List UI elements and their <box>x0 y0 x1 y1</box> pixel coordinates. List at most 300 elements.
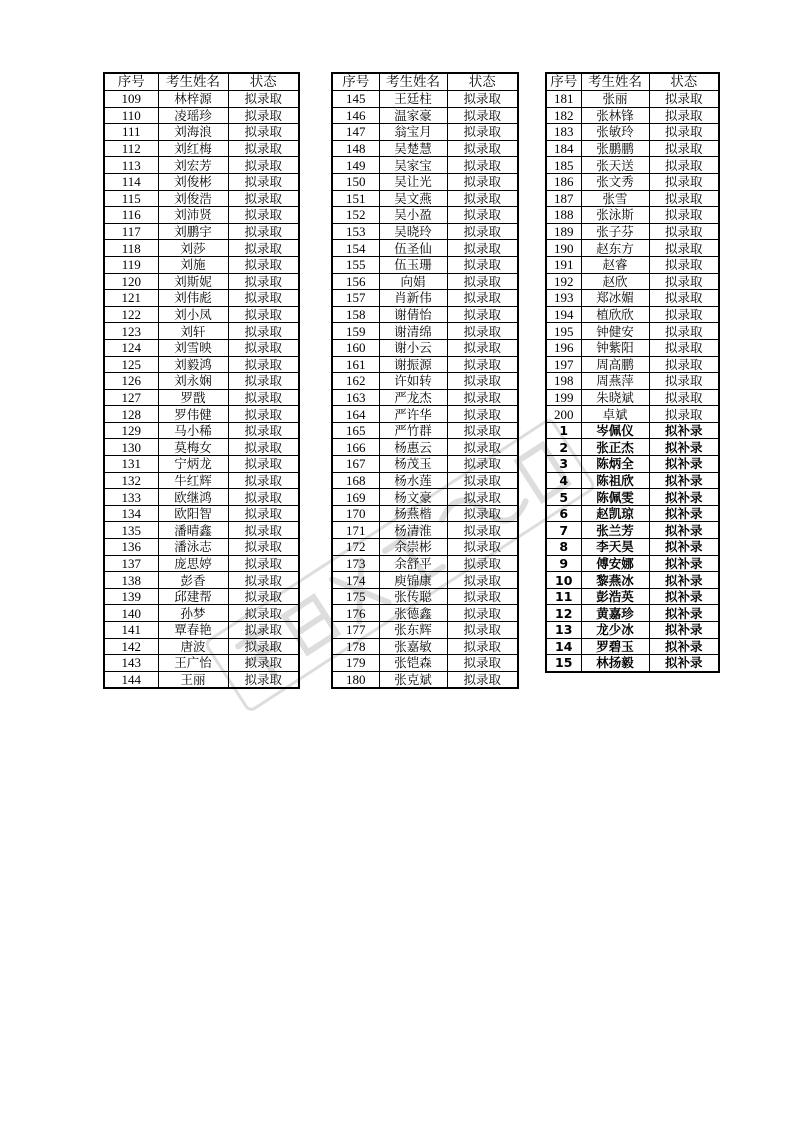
table-row <box>332 389 518 406</box>
table-row <box>104 107 299 124</box>
status-cell: 拟录取 <box>649 173 719 190</box>
status-cell: 拟录取 <box>447 140 518 157</box>
seq-cell: 138 <box>104 572 158 589</box>
table-row <box>104 605 299 622</box>
name-cell: 刘宏芳 <box>158 157 228 174</box>
status-cell: 拟录取 <box>649 190 719 207</box>
status-cell: 拟录取 <box>228 256 299 273</box>
admission-table-1 <box>103 72 300 689</box>
seq-cell: 119 <box>104 256 158 273</box>
status-cell: 拟录取 <box>649 207 719 224</box>
table-row <box>332 290 518 307</box>
name-cell: 张德鑫 <box>379 605 447 622</box>
table-row <box>546 273 719 290</box>
name-cell: 刘施 <box>158 256 228 273</box>
table-row <box>546 323 719 340</box>
status-cell: 拟录取 <box>228 173 299 190</box>
seq-cell: 156 <box>332 273 379 290</box>
name-cell: 潘泳志 <box>158 539 228 556</box>
status-cell: 拟录取 <box>228 505 299 522</box>
table-row <box>104 273 299 290</box>
header-name: 考生姓名 <box>581 73 649 91</box>
table-row <box>332 622 518 639</box>
seq-cell: 139 <box>104 588 158 605</box>
status-cell: 拟录取 <box>228 290 299 307</box>
name-cell: 余舒平 <box>379 555 447 572</box>
name-cell: 陈祖欣 <box>581 472 649 489</box>
table-row <box>104 173 299 190</box>
seq-cell: 169 <box>332 489 379 506</box>
status-cell: 拟录取 <box>649 91 719 108</box>
name-cell: 陈佩雯 <box>581 489 649 506</box>
seq-cell: 158 <box>332 306 379 323</box>
name-cell: 牛红辉 <box>158 472 228 489</box>
seq-cell: 168 <box>332 472 379 489</box>
table-header-row <box>104 73 299 91</box>
status-cell: 拟录取 <box>447 373 518 390</box>
seq-cell: 184 <box>546 140 581 157</box>
name-cell: 庾锦康 <box>379 572 447 589</box>
name-cell: 肖新伟 <box>379 290 447 307</box>
table-row <box>332 240 518 257</box>
seq-cell: 145 <box>332 91 379 108</box>
status-cell: 拟补录 <box>649 439 719 456</box>
table-row <box>332 472 518 489</box>
name-cell: 刘沛贤 <box>158 207 228 224</box>
name-cell: 张林锋 <box>581 107 649 124</box>
status-cell: 拟录取 <box>228 605 299 622</box>
table-row <box>546 655 719 672</box>
name-cell: 罗碧玉 <box>581 638 649 655</box>
name-cell: 凌瑶珍 <box>158 107 228 124</box>
name-cell: 刘斯妮 <box>158 273 228 290</box>
seq-cell: 15 <box>546 655 581 672</box>
seq-cell: 127 <box>104 389 158 406</box>
seq-cell: 151 <box>332 190 379 207</box>
name-cell: 潘晴鑫 <box>158 522 228 539</box>
status-cell: 拟录取 <box>228 588 299 605</box>
status-cell: 拟录取 <box>649 256 719 273</box>
status-cell: 拟补录 <box>649 588 719 605</box>
table-row <box>546 605 719 622</box>
status-cell: 拟录取 <box>447 489 518 506</box>
status-cell: 拟录取 <box>447 522 518 539</box>
seq-cell: 183 <box>546 124 581 141</box>
seq-cell: 152 <box>332 207 379 224</box>
name-cell: 谢倩怡 <box>379 306 447 323</box>
name-cell: 孙梦 <box>158 605 228 622</box>
seq-cell: 140 <box>104 605 158 622</box>
name-cell: 刘海浪 <box>158 124 228 141</box>
name-cell: 赵睿 <box>581 256 649 273</box>
seq-cell: 110 <box>104 107 158 124</box>
seq-cell: 112 <box>104 140 158 157</box>
status-cell: 拟录取 <box>447 273 518 290</box>
name-cell: 张嘉敏 <box>379 638 447 655</box>
seq-cell: 194 <box>546 306 581 323</box>
name-cell: 张克斌 <box>379 671 447 688</box>
name-cell: 覃春艳 <box>158 622 228 639</box>
table-row <box>332 489 518 506</box>
status-cell: 拟录取 <box>228 439 299 456</box>
name-cell: 谢清绵 <box>379 323 447 340</box>
seq-cell: 118 <box>104 240 158 257</box>
status-cell: 拟录取 <box>228 655 299 672</box>
status-cell: 拟补录 <box>649 522 719 539</box>
status-cell: 拟补录 <box>649 489 719 506</box>
table-row <box>546 472 719 489</box>
table-row <box>104 356 299 373</box>
name-cell: 张丽 <box>581 91 649 108</box>
seq-cell: 134 <box>104 505 158 522</box>
seq-cell: 3 <box>546 456 581 473</box>
seq-cell: 196 <box>546 339 581 356</box>
status-cell: 拟录取 <box>447 190 518 207</box>
table-row <box>332 339 518 356</box>
name-cell: 杨清淮 <box>379 522 447 539</box>
table-row <box>104 555 299 572</box>
header-seq: 序号 <box>332 73 379 91</box>
table-row <box>546 456 719 473</box>
name-cell: 刘伟彪 <box>158 290 228 307</box>
name-cell: 张铠森 <box>379 655 447 672</box>
name-cell: 吴小盈 <box>379 207 447 224</box>
status-cell: 拟补录 <box>649 605 719 622</box>
name-cell: 谢振源 <box>379 356 447 373</box>
table-row <box>332 124 518 141</box>
name-cell: 张泳斯 <box>581 207 649 224</box>
status-cell: 拟录取 <box>228 472 299 489</box>
status-cell: 拟录取 <box>447 223 518 240</box>
status-cell: 拟录取 <box>649 389 719 406</box>
seq-cell: 129 <box>104 422 158 439</box>
table-row <box>104 323 299 340</box>
name-cell: 宁炳龙 <box>158 456 228 473</box>
table-row <box>332 190 518 207</box>
status-cell: 拟补录 <box>649 622 719 639</box>
status-cell: 拟录取 <box>649 223 719 240</box>
name-cell: 杨茂玉 <box>379 456 447 473</box>
table-row <box>332 273 518 290</box>
table-row <box>104 373 299 390</box>
name-cell: 向娟 <box>379 273 447 290</box>
seq-cell: 148 <box>332 140 379 157</box>
table-row <box>332 539 518 556</box>
seq-cell: 177 <box>332 622 379 639</box>
name-cell: 周高鹏 <box>581 356 649 373</box>
name-cell: 李天昊 <box>581 539 649 556</box>
name-cell: 王丽 <box>158 671 228 688</box>
table-row <box>332 555 518 572</box>
status-cell: 拟录取 <box>228 422 299 439</box>
status-cell: 拟录取 <box>447 306 518 323</box>
status-cell: 拟录取 <box>649 124 719 141</box>
seq-cell: 198 <box>546 373 581 390</box>
table-row <box>332 588 518 605</box>
status-cell: 拟录取 <box>447 605 518 622</box>
header-seq: 序号 <box>104 73 158 91</box>
table-row <box>546 107 719 124</box>
table-row <box>104 406 299 423</box>
name-cell: 郑冰媚 <box>581 290 649 307</box>
name-cell: 唐波 <box>158 638 228 655</box>
name-cell: 刘莎 <box>158 240 228 257</box>
header-name: 考生姓名 <box>379 73 447 91</box>
status-cell: 拟录取 <box>447 505 518 522</box>
name-cell: 刘毅鸿 <box>158 356 228 373</box>
name-cell: 卓斌 <box>581 406 649 423</box>
table-row <box>332 107 518 124</box>
table-row <box>104 339 299 356</box>
seq-cell: 176 <box>332 605 379 622</box>
seq-cell: 116 <box>104 207 158 224</box>
status-cell: 拟补录 <box>649 555 719 572</box>
name-cell: 吴晓玲 <box>379 223 447 240</box>
table-row <box>104 240 299 257</box>
table-row <box>332 91 518 108</box>
table-row <box>332 207 518 224</box>
table-row <box>104 124 299 141</box>
table-row <box>546 290 719 307</box>
seq-cell: 113 <box>104 157 158 174</box>
status-cell: 拟录取 <box>447 555 518 572</box>
seq-cell: 4 <box>546 472 581 489</box>
seq-cell: 122 <box>104 306 158 323</box>
status-cell: 拟录取 <box>649 373 719 390</box>
table-row <box>104 91 299 108</box>
seq-cell: 192 <box>546 273 581 290</box>
name-cell: 陈炳全 <box>581 456 649 473</box>
status-cell: 拟补录 <box>649 655 719 672</box>
name-cell: 张雪 <box>581 190 649 207</box>
seq-cell: 200 <box>546 406 581 423</box>
seq-cell: 131 <box>104 456 158 473</box>
status-cell: 拟录取 <box>447 539 518 556</box>
status-cell: 拟录取 <box>228 638 299 655</box>
status-cell: 拟录取 <box>228 622 299 639</box>
name-cell: 钟紫阳 <box>581 339 649 356</box>
seq-cell: 178 <box>332 638 379 655</box>
seq-cell: 154 <box>332 240 379 257</box>
status-cell: 拟录取 <box>228 406 299 423</box>
header-name: 考生姓名 <box>158 73 228 91</box>
seq-cell: 181 <box>546 91 581 108</box>
status-cell: 拟录取 <box>228 555 299 572</box>
name-cell: 张子芬 <box>581 223 649 240</box>
table-row <box>546 339 719 356</box>
name-cell: 杨文豪 <box>379 489 447 506</box>
name-cell: 杨水莲 <box>379 472 447 489</box>
seq-cell: 10 <box>546 572 581 589</box>
status-cell: 拟录取 <box>228 107 299 124</box>
status-cell: 拟补录 <box>649 456 719 473</box>
table-row <box>332 422 518 439</box>
status-cell: 拟录取 <box>228 124 299 141</box>
header-status: 状态 <box>447 73 518 91</box>
status-cell: 拟补录 <box>649 572 719 589</box>
seq-cell: 159 <box>332 323 379 340</box>
table-row <box>546 240 719 257</box>
table-row <box>546 522 719 539</box>
name-cell: 林梓源 <box>158 91 228 108</box>
seq-cell: 179 <box>332 655 379 672</box>
status-cell: 拟补录 <box>649 638 719 655</box>
table-row <box>332 140 518 157</box>
name-cell: 翁宝月 <box>379 124 447 141</box>
status-cell: 拟录取 <box>649 273 719 290</box>
status-cell: 拟录取 <box>447 655 518 672</box>
seq-cell: 164 <box>332 406 379 423</box>
status-cell: 拟录取 <box>228 240 299 257</box>
table-row <box>332 157 518 174</box>
status-cell: 拟录取 <box>447 588 518 605</box>
seq-cell: 9 <box>546 555 581 572</box>
status-cell: 拟录取 <box>447 124 518 141</box>
table-row <box>332 655 518 672</box>
table-row <box>104 207 299 224</box>
table-row <box>546 190 719 207</box>
seq-cell: 144 <box>104 671 158 688</box>
status-cell: 拟录取 <box>649 157 719 174</box>
seq-cell: 150 <box>332 173 379 190</box>
seq-cell: 11 <box>546 588 581 605</box>
table-row <box>104 439 299 456</box>
table-row <box>546 555 719 572</box>
table-row <box>104 638 299 655</box>
name-cell: 王广怡 <box>158 655 228 672</box>
seq-cell: 132 <box>104 472 158 489</box>
table-row <box>104 671 299 688</box>
table-row <box>332 572 518 589</box>
seq-cell: 5 <box>546 489 581 506</box>
status-cell: 拟补录 <box>649 505 719 522</box>
seq-cell: 199 <box>546 389 581 406</box>
table-row <box>104 539 299 556</box>
table-row <box>332 605 518 622</box>
header-status: 状态 <box>649 73 719 91</box>
status-cell: 拟录取 <box>649 323 719 340</box>
table-row <box>104 223 299 240</box>
seq-cell: 136 <box>104 539 158 556</box>
name-cell: 岑佩仪 <box>581 422 649 439</box>
status-cell: 拟录取 <box>447 290 518 307</box>
name-cell: 张鹏鹏 <box>581 140 649 157</box>
name-cell: 王廷柱 <box>379 91 447 108</box>
table-row <box>546 140 719 157</box>
table-row <box>104 655 299 672</box>
status-cell: 拟录取 <box>447 406 518 423</box>
status-cell: 拟录取 <box>649 406 719 423</box>
seq-cell: 111 <box>104 124 158 141</box>
seq-cell: 188 <box>546 207 581 224</box>
table-row <box>546 588 719 605</box>
name-cell: 罗伟健 <box>158 406 228 423</box>
status-cell: 拟录取 <box>228 91 299 108</box>
name-cell: 吴让光 <box>379 173 447 190</box>
name-cell: 温家豪 <box>379 107 447 124</box>
table-row <box>104 389 299 406</box>
name-cell: 张敏玲 <box>581 124 649 141</box>
seq-cell: 163 <box>332 389 379 406</box>
seq-cell: 189 <box>546 223 581 240</box>
seq-cell: 161 <box>332 356 379 373</box>
table-row <box>104 622 299 639</box>
seq-cell: 14 <box>546 638 581 655</box>
seq-cell: 117 <box>104 223 158 240</box>
name-cell: 龙少冰 <box>581 622 649 639</box>
seq-cell: 137 <box>104 555 158 572</box>
status-cell: 拟录取 <box>228 223 299 240</box>
table-row <box>332 522 518 539</box>
seq-cell: 7 <box>546 522 581 539</box>
status-cell: 拟录取 <box>649 339 719 356</box>
status-cell: 拟录取 <box>447 173 518 190</box>
status-cell: 拟录取 <box>228 539 299 556</box>
status-cell: 拟录取 <box>228 456 299 473</box>
table-row <box>546 439 719 456</box>
seq-cell: 143 <box>104 655 158 672</box>
status-cell: 拟录取 <box>228 190 299 207</box>
table-row <box>546 124 719 141</box>
table-row <box>332 456 518 473</box>
table-row <box>104 505 299 522</box>
name-cell: 刘俊浩 <box>158 190 228 207</box>
name-cell: 吴文燕 <box>379 190 447 207</box>
name-cell: 庞思婷 <box>158 555 228 572</box>
seq-cell: 146 <box>332 107 379 124</box>
seq-cell: 120 <box>104 273 158 290</box>
name-cell: 余崇彬 <box>379 539 447 556</box>
table-row <box>546 572 719 589</box>
name-cell: 刘鹏宇 <box>158 223 228 240</box>
seq-cell: 162 <box>332 373 379 390</box>
status-cell: 拟录取 <box>228 323 299 340</box>
name-cell: 傅安娜 <box>581 555 649 572</box>
status-cell: 拟录取 <box>649 356 719 373</box>
table-row <box>546 373 719 390</box>
table-row <box>546 256 719 273</box>
status-cell: 拟录取 <box>447 422 518 439</box>
status-cell: 拟录取 <box>447 240 518 257</box>
status-cell: 拟录取 <box>228 339 299 356</box>
seq-cell: 197 <box>546 356 581 373</box>
status-cell: 拟录取 <box>649 107 719 124</box>
name-cell: 钟健安 <box>581 323 649 340</box>
table-row <box>546 489 719 506</box>
name-cell: 杨惠云 <box>379 439 447 456</box>
table-row <box>332 671 518 688</box>
name-cell: 严龙杰 <box>379 389 447 406</box>
table-row <box>332 173 518 190</box>
seq-cell: 190 <box>546 240 581 257</box>
status-cell: 拟录取 <box>447 472 518 489</box>
seq-cell: 12 <box>546 605 581 622</box>
status-cell: 拟录取 <box>447 389 518 406</box>
table-row <box>332 439 518 456</box>
status-cell: 拟录取 <box>228 671 299 688</box>
table-row <box>332 356 518 373</box>
name-cell: 刘轩 <box>158 323 228 340</box>
table-row <box>546 422 719 439</box>
table-row <box>104 290 299 307</box>
table-row <box>104 572 299 589</box>
name-cell: 黎燕冰 <box>581 572 649 589</box>
name-cell: 赵凯琼 <box>581 505 649 522</box>
name-cell: 林扬毅 <box>581 655 649 672</box>
seq-cell: 126 <box>104 373 158 390</box>
name-cell: 刘永娴 <box>158 373 228 390</box>
seq-cell: 124 <box>104 339 158 356</box>
